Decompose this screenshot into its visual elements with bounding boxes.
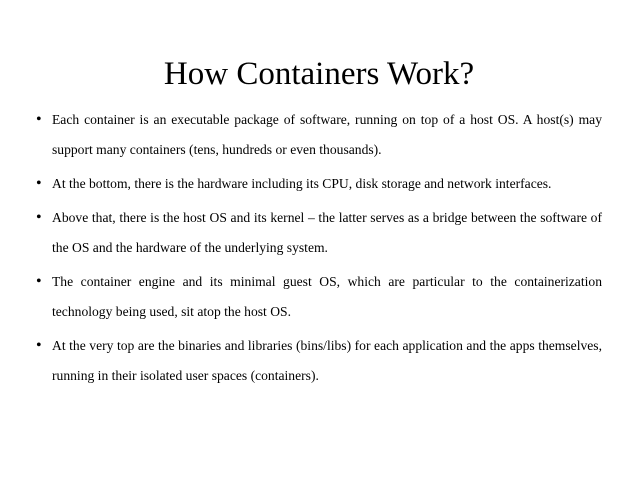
bullet-dot-icon: • — [36, 337, 42, 354]
bullet-text: Above that, there is the host OS and its kernel – the latter serves as a bridge between the software of the OS and the hardware of the underlying system. — [52, 210, 602, 255]
bullet-dot-icon: • — [36, 273, 42, 290]
bullet-item — [36, 169, 602, 199]
bullet-text: At the bottom, there is the hardware including its CPU, disk storage and network interfaces. — [52, 176, 552, 191]
bullet-dot-icon: • — [36, 175, 42, 192]
bullet-list — [36, 105, 602, 395]
bullet-item — [36, 105, 602, 165]
bullet-item — [36, 331, 602, 391]
bullet-dot-icon: • — [36, 111, 42, 128]
bullet-item — [36, 203, 602, 263]
bullet-text: Each container is an executable package of software, running on top of a host OS. A host(s) may support many containers (tens, hundreds or even thousands). — [52, 112, 602, 157]
bullet-item — [36, 267, 602, 327]
bullet-text: The container engine and its minimal guest OS, which are particular to the containerization technology being used, sit atop the host OS. — [52, 274, 602, 319]
bullet-text: At the very top are the binaries and libraries (bins/libs) for each application and the apps themselves, running in their isolated user spaces (containers). — [52, 338, 602, 383]
slide-title: How Containers Work? — [163, 56, 475, 92]
bullet-dot-icon: • — [36, 209, 42, 226]
